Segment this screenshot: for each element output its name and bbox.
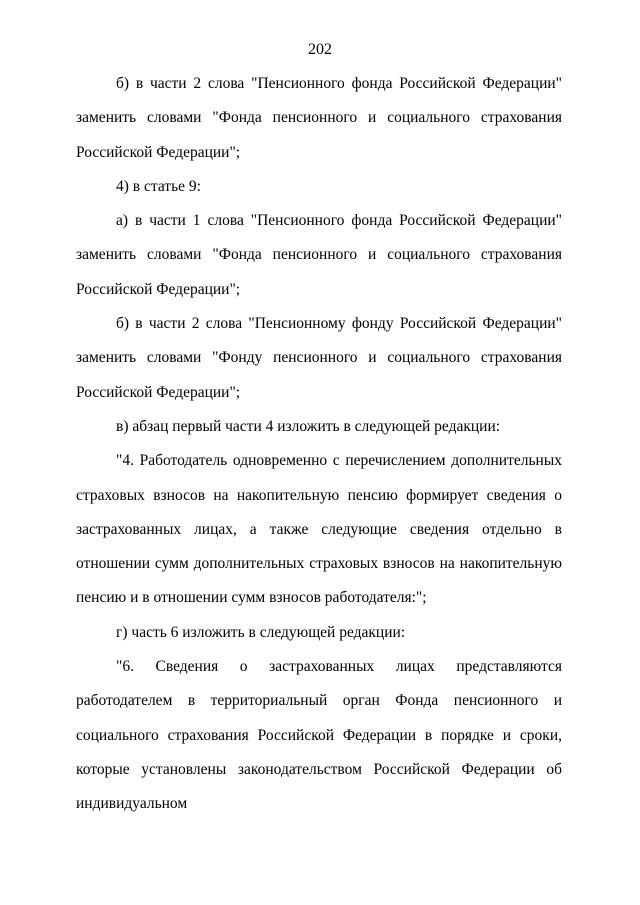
paragraph-g-part-6: г) часть 6 изложить в следующей редакции: (116, 623, 406, 641)
document-body (76, 67, 562, 822)
paragraph-article-9: 4) в статье 9: (116, 177, 201, 195)
page-number: 202 (308, 41, 332, 58)
paragraph-b-part-2: б) в части 2 слова "Пенсионного фонда Российской Федерации" заменить словами "Фонда пенсионного и социального страхования Российской Федерации"; (76, 75, 562, 161)
paragraph-quote-4: "4. Работодатель одновременно с перечислением дополнительных страховых взносов на накопительную пенсию формирует сведения о застрахованных лицах, а также следующие сведения отдельно в отношении сумм дополнительных страховых взносов на накопительную пенсию и в отношении сумм взносов работодателя:"; (76, 452, 562, 607)
paragraph-a-part-1: а) в части 1 слова "Пенсионного фонда Российской Федерации" заменить словами "Фонда пенсионного и социального страхования Российской Федерации"; (76, 212, 562, 298)
paragraph-quote-6: "6. Сведения о застрахованных лицах представляются работодателем в территориальный орган Фонда пенсионного и социального страхования Российской Федерации в порядке и сроки, которые установлены законодательством Российской Федерации об индивидуальном (76, 658, 562, 813)
paragraph-b-part-2-fund: б) в части 2 слова "Пенсионному фонду Российской Федерации" заменить словами "Фонду пенсионного и социального страхования Российской Федерации"; (76, 315, 562, 401)
paragraph-v-part-4: в) абзац первый части 4 изложить в следующей редакции: (116, 417, 501, 435)
